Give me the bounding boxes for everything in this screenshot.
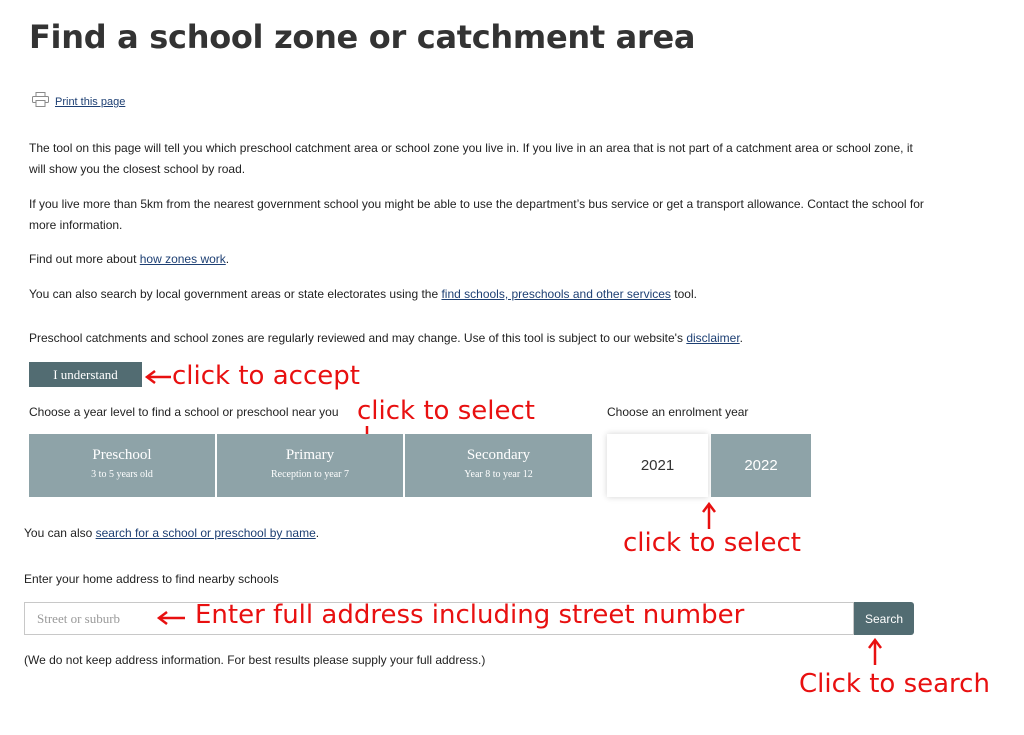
arrow-left-icon — [144, 368, 172, 386]
tile-title: Preschool — [92, 447, 152, 463]
year-level-preschool[interactable] — [29, 434, 215, 497]
tile-title: Secondary — [466, 447, 531, 463]
year-level-primary[interactable] — [217, 434, 403, 497]
enrolment-year-2021[interactable]: 2021 — [607, 434, 708, 497]
annotation-accept: click to accept — [172, 361, 360, 391]
tile-subtitle: Reception to year 7 — [270, 469, 350, 480]
enrolment-year-label: Choose an enrolment year — [607, 405, 749, 419]
intro-paragraph-1: The tool on this page will tell you which preschool catchment area or school zone you live in. If you live in an area that is not part of a catchment area or school zone, it will show you the closest school by road. — [29, 141, 913, 176]
how-zones-work-link[interactable]: how zones work — [139, 252, 226, 266]
find-schools-services-link[interactable]: find schools, preschools and other services — [441, 287, 671, 301]
annotation-select-level: click to select — [357, 396, 535, 426]
text: tool. — [670, 287, 697, 301]
search-button[interactable]: Search — [854, 602, 914, 635]
print-page-link[interactable]: Print this page — [55, 96, 126, 108]
print-page[interactable] — [32, 92, 125, 112]
address-note: (We do not keep address information. For best results please supply your full address.) — [24, 653, 486, 667]
address-label: Enter your home address to find nearby schools — [24, 572, 279, 586]
text: Preschool catchments and school zones are regularly reviewed and may change. Use of this tool is subject to our website's — [29, 331, 687, 345]
year-level-label: Choose a year level to find a school or preschool near you — [29, 405, 339, 419]
arrow-left-icon — [156, 609, 186, 627]
tile-subtitle: 3 to 5 years old — [91, 469, 153, 480]
year-level-secondary[interactable] — [405, 434, 592, 497]
enrolment-year-2022[interactable]: 2022 — [711, 434, 811, 497]
arrow-up-icon — [701, 502, 717, 530]
annotation-select-year: click to select — [623, 528, 801, 558]
intro-paragraph-3 — [29, 249, 929, 270]
search-by-name — [24, 526, 319, 540]
text: You can also search by local government areas or state electorates using the — [29, 287, 442, 301]
annotation-address-hint: Enter full address including street number — [195, 600, 745, 630]
annotation-search-hint: Click to search — [799, 669, 990, 699]
search-by-name-link[interactable]: search for a school or preschool by name — [95, 526, 316, 540]
intro-paragraph-2: If you live more than 5km from the nearest government school you might be able to use the department’s bus service or get a transport allowance. Contact the school for more information. — [29, 197, 924, 232]
tile-title: Primary — [285, 447, 335, 463]
disclaimer-link[interactable]: disclaimer — [686, 331, 740, 345]
page-title: Find a school zone or catchment area — [29, 18, 696, 56]
intro-paragraph-5 — [29, 328, 929, 349]
i-understand-button[interactable]: I understand — [29, 362, 142, 387]
intro-paragraph-4 — [29, 284, 929, 305]
arrow-up-icon — [867, 638, 883, 666]
tile-subtitle: Year 8 to year 12 — [464, 469, 533, 480]
text: . — [315, 526, 320, 540]
text: . — [225, 252, 230, 266]
text: You can also — [24, 526, 96, 540]
text: . — [739, 331, 744, 345]
printer-icon — [32, 92, 49, 112]
text: Find out more about — [29, 252, 140, 266]
